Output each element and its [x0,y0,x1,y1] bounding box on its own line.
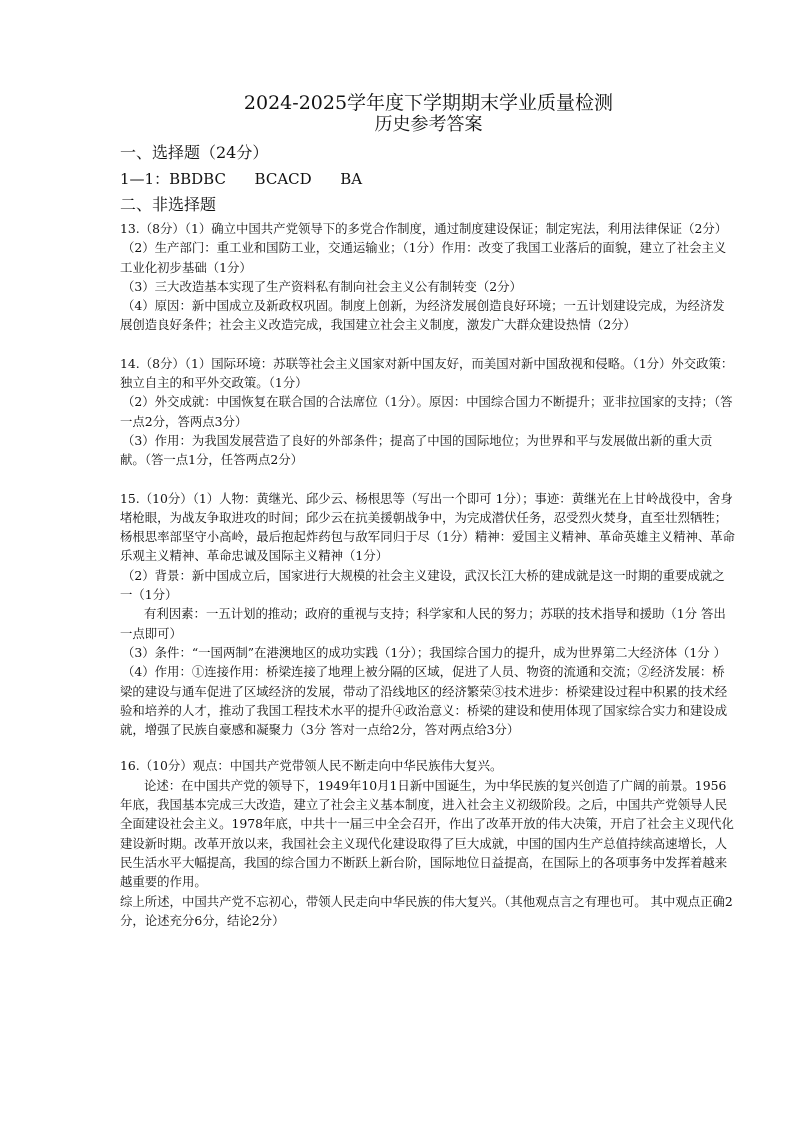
q16-argument: 论述：在中国共产党的领导下，1949年10月1日新中国诞生，为中华民族的复兴创造了广阔的前景。1956年底，我国基本完成三大改造，建立了社会主义基本制度，进入社会主义初级阶段。之后，中国共产党领导人民全面建设社会主义。1978年底，中共十一届三中全会召开，作出了改革开放的伟大决策，开启了社会主义现代化建设新时期。改革开放以来，我国社会主义现代化建设取得了巨大成就，中国的国内生产总值持续高速增长，人民生活水平大幅提高，我国的综合国力不断跃上新台阶，国际地位日益提高，在国际上的各项事务中发挥着越来越重要的作用。 [120,777,734,890]
question-16 [120,756,737,930]
q14-part1: 14.（8分）（1）国际环境：苏联等社会主义国家对新中国友好，而美国对新中国敌视和侵略。（1分）外交政策：独立自主的和平外交政策。（1分） [120,355,734,391]
spacer [120,335,737,354]
q15-part2-factors: 有利因素：一五计划的推动；政府的重视与支持；科学家和人民的努力；苏联的技术指导和援助（1分 答出一点即可） [120,606,726,641]
spacer [120,470,737,489]
section-nonchoice-heading: 二、非选择题 [120,195,217,214]
choice-answers: 1—1：BBDBC BCACD BA [120,170,363,188]
q14-part3: （3）作用：为我国发展营造了良好的外部条件；提高了中国的国际地位；为世界和平与发展做出新的重大贡献。（答一点1分，任答两点2分） [120,432,713,468]
q16-viewpoint: 16.（10分）观点：中国共产党带领人民不断走向中华民族伟大复兴。 [120,758,503,774]
q13-part3: （3）三大改造基本实现了生产资料私有制向社会主义公有制转变（2分） [122,278,522,294]
q15-part3: （3）条件：“一国两制”在港澳地区的成功实践（1分）；我国综合国力的提升，成为世界第二大经济体（1分 ） [122,644,727,660]
page-subtitle: 历史参考答案 [374,114,483,135]
question-13 [120,219,737,335]
question-14 [120,354,737,470]
q15-part2: （2）背景：新中国成立后，国家进行大规模的社会主义建设，武汉长江大桥的建成就是这一时期的重要成就之一（1分） [120,567,725,603]
spacer [120,739,737,756]
section-choice-heading: 一、选择题（24分） [120,143,269,162]
q15-part1: 15.（10分）（1）人物：黄继光、邱少云、杨根思等（写出一个即可 1分）；事迹：黄继光在上甘岭战役中，舍身堵枪眼，为战友争取进攻的时间；邱少云在抗美援朝战争中，为完成潜伏任务，忍受烈火焚身，直至壮烈牺牲；杨根思率部坚守小高岭，最后抱起炸药包与敌军同归于尽（1分）精神：爱国主义精神、革命英雄主义精神、革命乐观主义精神、革命忠诚及国际主义精神（1分） [120,490,736,564]
q13-part2: （2）生产部门：重工业和国防工业，交通运输业；（1分）作用：改变了我国工业落后的面貌，建立了社会主义工业化初步基础（1分） [120,240,727,275]
q13-part4: （4）原因：新中国成立及新政权巩固。制度上创新，为经济发展创造良好环境；一五计划建设完成，为经济发展创造良好条件；社会主义改造完成，我国建立社会主义制度，激发广大群众建设热情（2分） [120,298,725,333]
q16-conclusion: 综上所述，中国共产党不忘初心，带领人民走向中华民族的伟大复兴。（其他观点言之有理也可。 其中观点正确2分，论述充分6分，结论2分） [120,893,733,928]
q14-part2: （2）外交成就：中国恢复在联合国的合法席位（1分）。原因：中国综合国力不断提升；亚非拉国家的支持；（答一点2分，答两点3分） [120,394,733,429]
page-title: 2024-2025学年度下学期期末学业质量检测 [243,92,614,114]
q15-part4: （4）作用：①连接作用：桥梁连接了地理上被分隔的区域，促进了人员、物资的流通和交流；②经济发展：桥梁的建设与通车促进了区域经济的发展，带动了沿线地区的经济繁荣③技术进步：桥梁建设过程中积累的技术经验和培养的人才，推动了我国工程技术水平的提升④政治意义：桥梁的建设和使用体现了国家综合实力和建设成就，增强了民族自豪感和凝聚力（3分 答对一点给2分，答对两点给3分） [120,664,728,738]
question-15 [120,489,737,740]
q13-part1: 13.（8分）（1）确立中国共产党领导下的多党合作制度，通过制度建设保证；制定宪法，利用法律保证（2分） [120,221,728,236]
